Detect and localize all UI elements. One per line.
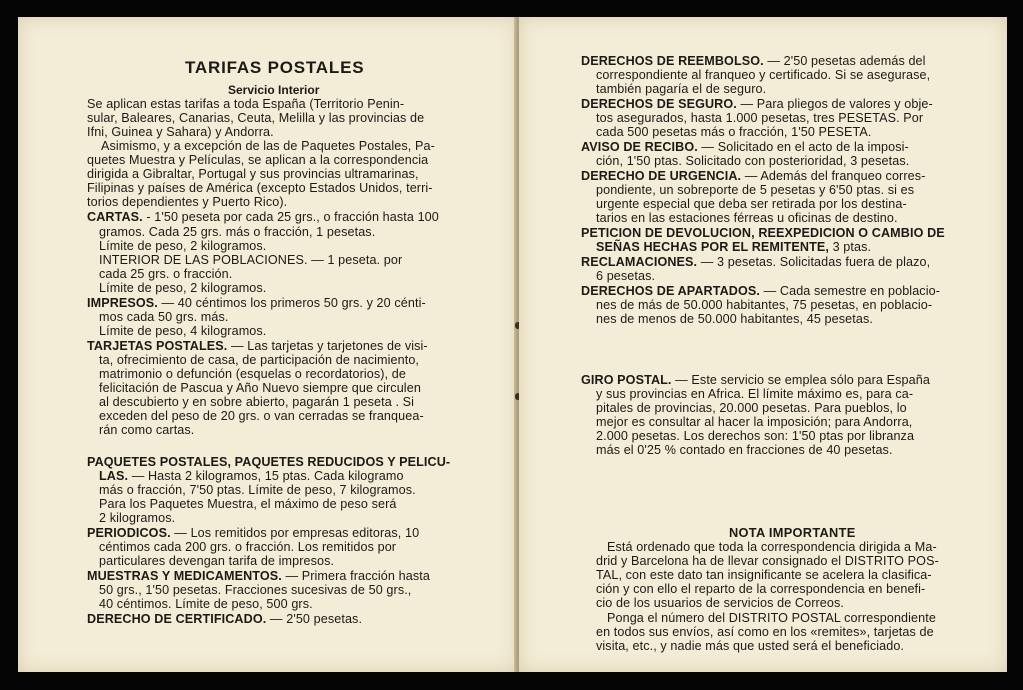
- section-text: particulares devengan tarifa de impresos.: [99, 554, 335, 568]
- tariff-line: [87, 125, 274, 139]
- tariff-line: [596, 111, 923, 125]
- nota-line: Está ordenado que toda la correspondencia dirigida a Ma-: [607, 540, 937, 554]
- nota-line: cio de los usuarios de servicios de Correos.: [596, 596, 844, 610]
- section-label: PETICION DE DEVOLUCION, REEXPEDICION O CAMBIO DE: [581, 226, 945, 240]
- section-text: quetes Muestra y Películas, se aplican a la correspondencia: [87, 153, 429, 167]
- section-label: IMPRESOS.: [87, 296, 158, 310]
- tariff-heading-line: [581, 97, 933, 111]
- nota-title: NOTA IMPORTANTE: [729, 525, 856, 540]
- tariff-line: [99, 395, 414, 409]
- section-text: — 2'50 pesetas.: [266, 612, 363, 626]
- tariff-line: [99, 381, 421, 395]
- tariff-heading-line: [87, 612, 362, 626]
- tariff-heading-line: [87, 526, 419, 540]
- section-text: — Cada semestre en poblacio-: [760, 284, 940, 298]
- tariff-line: [99, 583, 411, 597]
- section-text: Filipinas y países de América (excepto Estados Unidos, terri-: [87, 181, 433, 195]
- section-label: MUESTRAS Y MEDICAMENTOS.: [87, 569, 282, 583]
- tariff-line: [99, 497, 397, 511]
- section-text: — 3 pesetas. Solicitadas fuera de plazo,: [697, 255, 931, 269]
- tariff-line: [596, 211, 898, 225]
- tariff-line: [99, 409, 424, 423]
- section-label: DERECHO DE URGENCIA.: [581, 169, 742, 183]
- tariff-line: [99, 483, 416, 497]
- section-text: gramos. Cada 25 grs. más o fracción, 1 pesetas.: [99, 225, 376, 239]
- tariff-line: [99, 253, 402, 267]
- tariff-line: [596, 429, 914, 443]
- nota-line: visita, etc., y nadie más que usted será el beneficiado.: [596, 639, 905, 653]
- tariff-heading-line: [87, 296, 426, 310]
- nota-line: en todos sus envíos, así como en los «remites», tarjetas de: [596, 625, 934, 639]
- tariff-line: [596, 387, 913, 401]
- tariff-line: [596, 154, 909, 168]
- section-label: PAQUETES POSTALES, PAQUETES REDUCIDOS Y PELICU-: [87, 455, 451, 469]
- tariff-line: [596, 183, 914, 197]
- tariff-line: [596, 197, 907, 211]
- tariff-line: [596, 68, 930, 82]
- section-text: y sus provincias en Africa. El límite máximo es, para ca-: [596, 387, 914, 401]
- section-label: RECLAMACIONES.: [581, 255, 698, 269]
- tariff-heading-line: [87, 210, 439, 224]
- tariff-heading-line: [581, 255, 930, 269]
- section-text: 2.000 pesetas. Los derechos son: 1'50 ptas por libranza: [596, 429, 915, 443]
- right-page: [519, 17, 1007, 672]
- tariff-line: [99, 239, 266, 253]
- section-text: Límite de peso, 4 kilogramos.: [99, 324, 267, 338]
- tariff-line: [101, 139, 435, 153]
- section-text: Límite de peso, 2 kilogramos.: [99, 281, 267, 295]
- section-text: — Además del franqueo corres-: [741, 169, 926, 183]
- tariff-heading-line: [581, 373, 930, 387]
- section-text: tos asegurados, hasta 1.000 pesetas, tres PESETAS. Por: [596, 111, 924, 125]
- page-subtitle: Servicio Interior: [228, 83, 320, 97]
- section-text: — Solicitado en el acto de la imposi-: [697, 140, 909, 154]
- tariff-line: [99, 225, 375, 239]
- section-text: exceden del peso de 20 grs. o van cerradas se franquea-: [99, 409, 424, 423]
- section-text: mos cada 50 grs. más.: [99, 310, 229, 324]
- section-text: nes de más de 50.000 habitantes, 75 pesetas, en poblacio-: [596, 298, 933, 312]
- nota-line: TAL, con este dato tan insignificante se acelera la clasifica-: [596, 568, 932, 582]
- section-text: pitales de provincias, 20.000 pesetas. Para pueblos, lo: [596, 401, 907, 415]
- tariff-line: [596, 312, 873, 326]
- tariff-line: [99, 267, 232, 281]
- tariff-line: [596, 269, 655, 283]
- section-text: Para los Paquetes Muestra, el máximo de peso será: [99, 497, 397, 511]
- section-text: — Primera fracción hasta: [281, 569, 430, 583]
- section-text: — 2'50 pesetas además del: [763, 54, 926, 68]
- left-page: [18, 17, 517, 672]
- section-text: 50 grs., 1'50 pesetas. Fracciones sucesivas de 50 grs.,: [99, 583, 412, 597]
- tariff-line: [87, 195, 287, 209]
- tariff-heading-line: [581, 54, 926, 68]
- page-title: TARIFAS POSTALES: [185, 58, 365, 77]
- tariff-heading-line: [87, 455, 450, 469]
- section-text: — Este servicio se emplea sólo para España: [671, 373, 930, 387]
- section-text: 40 céntimos. Límite de peso, 500 grs.: [99, 597, 313, 611]
- section-label: AVISO DE RECIBO.: [581, 140, 698, 154]
- section-text: 2 kilogramos.: [99, 511, 176, 525]
- section-text: ta, ofrecimiento de casa, de participación de nacimiento,: [99, 353, 420, 367]
- section-text: felicitación de Pascua y Año Nuevo siempre que circulen: [99, 381, 421, 395]
- tariff-line: [596, 401, 907, 415]
- tariff-line: [596, 298, 932, 312]
- section-text: también pagaría el de seguro.: [596, 82, 767, 96]
- section-label: SEÑAS HECHAS POR EL REMITENTE,: [596, 240, 829, 254]
- tariff-heading-line: [581, 140, 909, 154]
- section-label: TARJETAS POSTALES.: [87, 339, 228, 353]
- section-text: al descubierto y en sobre abierto, pagarán 1 peseta . Si: [99, 395, 415, 409]
- tariff-heading-line: [87, 339, 428, 353]
- section-text: 6 pesetas.: [596, 269, 656, 283]
- tariff-line: [99, 511, 175, 525]
- tariff-heading-line: [99, 469, 404, 483]
- tariff-line: [99, 423, 194, 437]
- tariff-line: [99, 597, 313, 611]
- section-text: correspondiente al franqueo y certificado. Si se asegurase,: [596, 68, 931, 82]
- section-text: Se aplican estas tarifas a toda España (Territorio Penin-: [87, 97, 405, 111]
- section-label: CARTAS.: [87, 210, 143, 224]
- tariff-line: [87, 181, 433, 195]
- section-text: torios dependientes y Puerto Rico).: [87, 195, 288, 209]
- section-text: — Los remitidos por empresas editoras, 10: [170, 526, 420, 540]
- tariff-line: [87, 97, 404, 111]
- section-text: INTERIOR DE LAS POBLACIONES. — 1 peseta. por: [99, 253, 403, 267]
- tariff-line: [99, 554, 334, 568]
- section-label: DERECHOS DE APARTADOS.: [581, 284, 760, 298]
- section-text: más o fracción, 7'50 ptas. Límite de peso, 7 kilogramos.: [99, 483, 416, 497]
- tariff-heading-line: [581, 226, 945, 240]
- tariff-heading-line: [87, 569, 430, 583]
- tariff-line: [99, 281, 266, 295]
- section-text: sular, Baleares, Canarias, Ceuta, Melilla y las provincias de: [87, 111, 425, 125]
- section-label: DERECHOS DE SEGURO.: [581, 97, 737, 111]
- section-label: DERECHOS DE REEMBOLSO.: [581, 54, 764, 68]
- section-text: matrimonio o defunción (esquelas o recordatorios), de: [99, 367, 407, 381]
- section-text: Asimismo, y a excepción de las de Paquetes Postales, Pa-: [101, 139, 435, 153]
- section-text: pondiente, un sobreporte de 5 pesetas y 6'50 ptas. si es: [596, 183, 915, 197]
- tariff-heading-line: [596, 240, 871, 254]
- section-text: cada 500 pesetas más o fracción, 1'50 PESETA.: [596, 125, 872, 139]
- section-text: cada 25 grs. o fracción.: [99, 267, 233, 281]
- section-label: LAS.: [99, 469, 129, 483]
- section-text: céntimos cada 200 grs. o fracción. Los remitidos por: [99, 540, 397, 554]
- section-label: PERIODICOS.: [87, 526, 171, 540]
- nota-line: drid y Barcelona ha de llevar consignado el DISTRITO POS-: [596, 554, 939, 568]
- section-label: GIRO POSTAL.: [581, 373, 672, 387]
- section-text: - 1'50 peseta por cada 25 grs., o fracción hasta 100: [142, 210, 439, 224]
- section-text: — 40 céntimos los primeros 50 grs. y 20 cénti-: [157, 296, 426, 310]
- nota-line: Ponga el número del DISTRITO POSTAL correspondiente: [607, 611, 936, 625]
- tariff-heading-line: [581, 284, 940, 298]
- section-text: más el 0'25 % contado en fracciones de 40 pesetas.: [596, 443, 893, 457]
- section-text: nes de menos de 50.000 habitantes, 45 pesetas.: [596, 312, 873, 326]
- tariff-line: [99, 310, 229, 324]
- section-text: urgente especial que deba ser retirada por los destina-: [596, 197, 907, 211]
- tariff-line: [99, 324, 266, 338]
- section-text: Límite de peso, 2 kilogramos.: [99, 239, 267, 253]
- section-text: Ifni, Guinea y Sahara) y Andorra.: [87, 125, 274, 139]
- section-text: ción, 1'50 ptas. Solicitado con posterioridad, 3 pesetas.: [596, 154, 910, 168]
- section-text: — Para pliegos de valores y obje-: [736, 97, 933, 111]
- section-text: tarios en las estaciones férreas u oficinas de destino.: [596, 211, 898, 225]
- section-text: 3 ptas.: [828, 240, 872, 254]
- tariff-line: [87, 111, 424, 125]
- section-text: dirigida a Gibraltar, Portugal y sus provincias ultramarinas,: [87, 167, 419, 181]
- tariff-line: [87, 153, 428, 167]
- section-text: rán como cartas.: [99, 423, 195, 437]
- tariff-line: [596, 443, 893, 457]
- tariff-line: [99, 540, 396, 554]
- tariff-line: [99, 353, 419, 367]
- section-text: mejor es consultar al hacer la imposición; para Andorra,: [596, 415, 913, 429]
- tariff-line: [596, 125, 872, 139]
- tariff-line: [87, 167, 419, 181]
- section-text: — Hasta 2 kilogramos, 15 ptas. Cada kilogramo: [128, 469, 404, 483]
- nota-line: ción y con ello el reparto de la correspondencia en benefi-: [596, 582, 926, 596]
- tariff-line: [596, 82, 766, 96]
- tariff-line: [596, 415, 912, 429]
- tariff-heading-line: [581, 169, 925, 183]
- section-text: — Las tarjetas y tarjetones de visi-: [227, 339, 428, 353]
- tariff-line: [99, 367, 406, 381]
- section-label: DERECHO DE CERTIFICADO.: [87, 612, 267, 626]
